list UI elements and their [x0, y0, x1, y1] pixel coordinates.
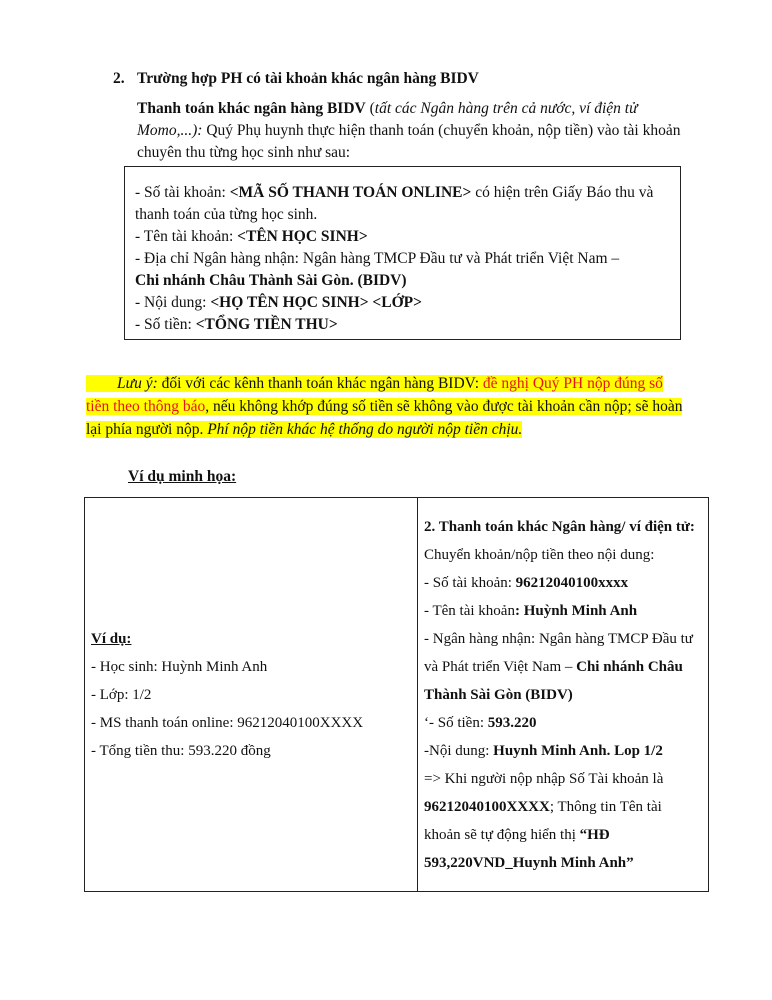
- info-content-line: [135, 292, 680, 314]
- note-italic-end: Phí nộp tiền khác hệ thống do người nộp tiền chịu.: [207, 421, 523, 438]
- example-right-title-rest: Chuyển khoản/nộp tiền theo nội dung:: [424, 546, 655, 563]
- section-heading: [113, 70, 479, 88]
- example-right-name-prefix: - Tên tài khoản: [424, 602, 515, 619]
- section-title: Trường hợp PH có tài khoản khác ngân hàng BIDV: [137, 70, 479, 87]
- intro-paragraph: [137, 98, 692, 164]
- info-name-line: [135, 226, 680, 248]
- info-amount-line: [135, 314, 680, 336]
- example-right-arrow-rest: ; Thông tin Tên tài khoản sẽ tự động hiển thị: [424, 798, 662, 843]
- info-amount-value: <TỔNG TIỀN THU>: [195, 316, 338, 333]
- example-right-account-line: [424, 569, 702, 597]
- info-bank-branch-line: [135, 270, 680, 292]
- info-name-value: <TÊN HỌC SINH>: [237, 228, 368, 245]
- intro-italic: tất các Ngân hàng trên cả nước, ví điện tử Momo,...):: [137, 100, 638, 139]
- example-left-title: Ví dụ:: [91, 630, 132, 647]
- info-bank-branch: Chi nhánh Châu Thành Sài Gòn: [135, 272, 350, 289]
- example-right-cell: [418, 498, 709, 892]
- note-red-text: đề nghị Quý PH nộp đúng số tiền theo thông báo: [86, 375, 663, 415]
- info-name-prefix: - Tên tài khoản:: [135, 228, 238, 245]
- payment-info-box: [124, 166, 681, 340]
- example-right-display-value: “HĐ 593,220VND_Huynh Minh Anh”: [424, 826, 634, 871]
- example-table: [84, 497, 709, 892]
- intro-paren: (: [365, 100, 375, 117]
- note-text-2: , nếu không khớp đúng số tiền sẽ không vào được tài khoản cần nộp; sẽ hoàn lại phía người nộp.: [86, 398, 683, 438]
- note-paragraph: [86, 372, 684, 441]
- info-content-prefix: - Nội dung:: [135, 294, 211, 311]
- example-right-acct-value: 96212040100xxxx: [515, 574, 629, 591]
- example-left-cell: [85, 498, 418, 892]
- intro-lead: Thanh toán khác ngân hàng BIDV: [137, 100, 366, 117]
- example-right-bank-branch: Chi nhánh Châu Thành Sài Gòn (BIDV): [424, 658, 683, 703]
- example-right-arrow-text: => Khi người nộp nhập Số Tài khoản là: [424, 770, 664, 787]
- note-highlight: [86, 375, 682, 438]
- example-student: - Học sinh: Huỳnh Minh Anh: [91, 658, 268, 675]
- example-right-content-prefix: -Nội dung:: [424, 742, 494, 759]
- section-number: 2.: [113, 70, 125, 87]
- example-right-arrow-line: [424, 765, 702, 877]
- info-account-prefix: - Số tài khoản:: [135, 184, 230, 201]
- note-text-1: đối với các kênh thanh toán khác ngân hàng BIDV:: [157, 375, 483, 392]
- info-account-line: [135, 182, 680, 226]
- info-content-value: <HỌ TÊN HỌC SINH> <LỚP>: [210, 294, 422, 311]
- info-bank-line: [135, 248, 680, 270]
- note-label: Lưu ý:: [117, 375, 158, 392]
- info-bank-tail: . (BIDV): [349, 272, 407, 289]
- info-bank-prefix: - Địa chỉ Ngân hàng nhận: Ngân hàng TMCP Đầu tư và Phát triển Việt Nam –: [135, 250, 620, 267]
- example-right-name-line: [424, 597, 702, 625]
- example-left-title-line: [91, 625, 411, 653]
- example-right-amount-prefix: ‘- Số tiền:: [424, 714, 488, 731]
- example-heading: Ví dụ minh họa:: [128, 468, 237, 485]
- example-right-amount-line: [424, 709, 702, 737]
- info-account-code: <MÃ SỐ THANH TOÁN ONLINE>: [229, 184, 472, 201]
- example-right-name-value: : Huỳnh Minh Anh: [514, 602, 638, 619]
- example-right-arrow-acct: 96212040100XXXX: [424, 798, 550, 815]
- example-code: - MS thanh toán online: 96212040100XXXX: [91, 714, 364, 731]
- example-right-acct-prefix: - Số tài khoản:: [424, 574, 516, 591]
- example-right-content-value: Huynh Minh Anh. Lop 1/2: [493, 742, 663, 759]
- intro-rest: Quý Phụ huynh thực hiện thanh toán (chuyển khoản, nộp tiền) vào tài khoản chuyên thu từng học sinh như sau:: [137, 122, 681, 161]
- example-total: - Tổng tiền thu: 593.220 đồng: [91, 742, 271, 759]
- info-account-suffix: có hiện trên Giấy Báo thu và thanh toán của từng học sinh.: [135, 184, 654, 223]
- example-right-title-line: [424, 513, 702, 569]
- example-class: - Lớp: 1/2: [91, 686, 152, 703]
- example-right-bank-prefix: - Ngân hàng nhận: Ngân hàng TMCP Đầu tư và Phát triển Việt Nam –: [424, 630, 693, 675]
- example-right-content-line: [424, 737, 702, 765]
- info-amount-prefix: - Số tiền:: [135, 316, 196, 333]
- example-right-title: 2. Thanh toán khác Ngân hàng/ ví điện tử:: [424, 518, 695, 535]
- example-right-amount-value: 593.220: [487, 714, 537, 731]
- example-right-bank-line: [424, 625, 702, 709]
